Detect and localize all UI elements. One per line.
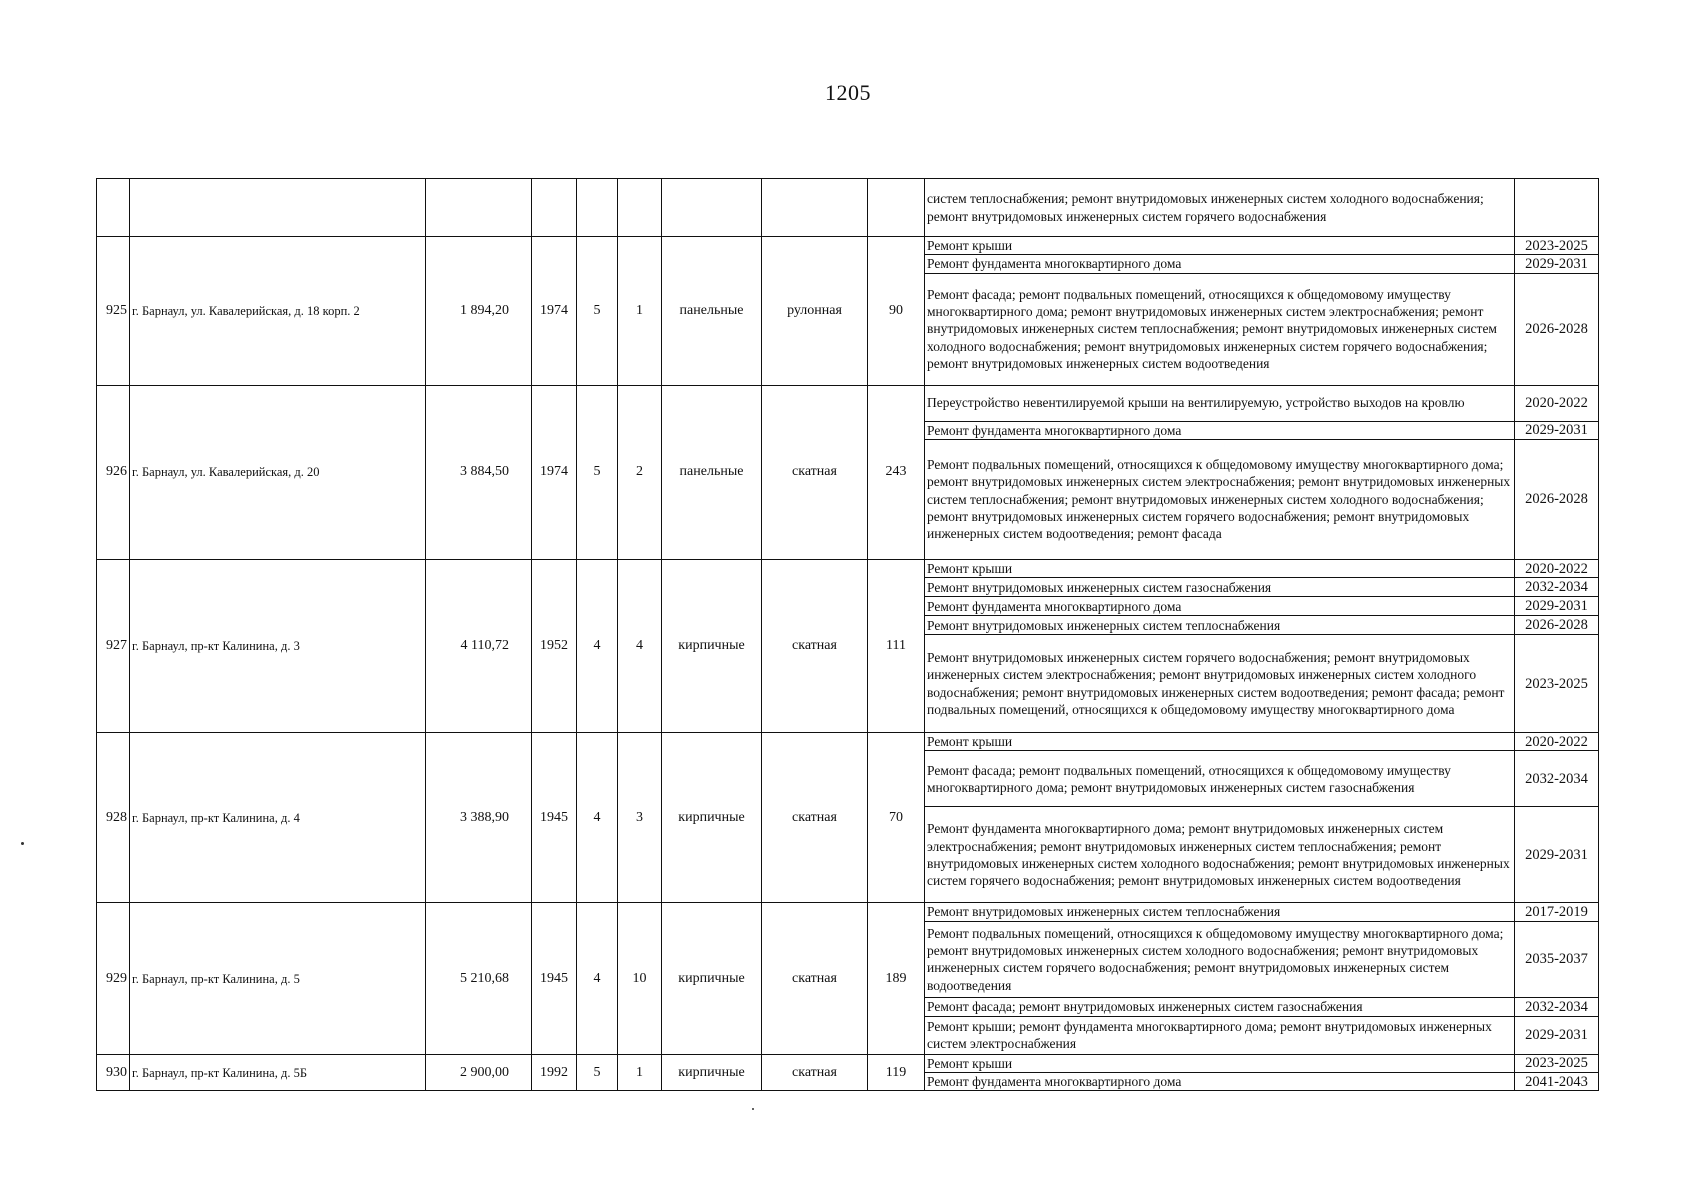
repair-period-cell: 2023-2025 [1515, 635, 1599, 733]
repair-period-cell: 2017-2019 [1515, 903, 1599, 921]
entrances-cell [618, 179, 662, 237]
row-number-cell: 930 [97, 1054, 130, 1091]
wall-material-cell: панельные [662, 237, 762, 386]
floors-cell: 5 [577, 1054, 618, 1091]
wall-material-cell: панельные [662, 385, 762, 559]
repair-period-cell: 2029-2031 [1515, 1016, 1599, 1054]
repair-work-cell: Ремонт фундамента многоквартирного дома [925, 597, 1515, 616]
residents-cell: 111 [868, 559, 925, 732]
residents-cell: 70 [868, 733, 925, 903]
residents-cell: 243 [868, 385, 925, 559]
repair-work-cell: Ремонт внутридомовых инженерных систем теплоснабжения [925, 903, 1515, 921]
row-number-cell: 929 [97, 903, 130, 1054]
year-cell: 1974 [532, 237, 577, 386]
repair-period-cell: 2029-2031 [1515, 807, 1599, 903]
address-cell: г. Барнаул, ул. Кавалерийская, д. 20 [130, 385, 426, 559]
wall-material-cell: кирпичные [662, 559, 762, 732]
row-number-cell: 926 [97, 385, 130, 559]
scan-speck [21, 842, 24, 845]
roof-type-cell: скатная [762, 903, 868, 1054]
floors-cell: 4 [577, 903, 618, 1054]
repair-work-cell: Ремонт крыши [925, 237, 1515, 255]
repair-period-cell: 2026-2028 [1515, 616, 1599, 635]
repair-period-cell: 2026-2028 [1515, 273, 1599, 385]
repair-period-cell: 2029-2031 [1515, 255, 1599, 273]
floors-cell: 4 [577, 733, 618, 903]
entrances-cell: 2 [618, 385, 662, 559]
roof-type-cell: рулонная [762, 237, 868, 386]
repair-work-cell: Ремонт фундамента многоквартирного дома; ремонт внутридомовых инженерных систем электроснабжения; ремонт внутридомовых инженерных систем теплоснабжения; ремонт внутридомовых инженерных систем холодного водоснабжения; ремонт внутридомовых инженерных систем горячего водоснабжения; ремонт внутридомовых инженерных систем водоотведения [925, 807, 1515, 903]
address-cell: г. Барнаул, пр-кт Калинина, д. 5 [130, 903, 426, 1054]
area-cell: 2 900,00 [426, 1054, 532, 1091]
table-row [97, 1054, 1599, 1072]
repair-work-cell: Ремонт фасада; ремонт внутридомовых инженерных систем газоснабжения [925, 997, 1515, 1016]
repair-work-cell: Ремонт крыши [925, 1054, 1515, 1072]
wall-material-cell: кирпичные [662, 903, 762, 1054]
wall-material-cell: кирпичные [662, 733, 762, 903]
repair-period-cell: 2020-2022 [1515, 385, 1599, 421]
entrances-cell: 4 [618, 559, 662, 732]
repair-work-cell: Ремонт крыши; ремонт фундамента многоквартирного дома; ремонт внутридомовых инженерных систем электроснабжения [925, 1016, 1515, 1054]
repair-work-cell: Ремонт внутридомовых инженерных систем теплоснабжения [925, 616, 1515, 635]
area-cell: 4 110,72 [426, 559, 532, 732]
table-row [97, 559, 1599, 577]
repair-work-cell: Ремонт внутридомовых инженерных систем горячего водоснабжения; ремонт внутридомовых инженерных систем электроснабжения; ремонт внутридомовых инженерных систем холодного водоснабжения; ремонт внутридомовых инженерных систем водоотведения; ремонт фасада; ремонт подвальных помещений, относящихся к общедомовому имуществу многоквартирного дома [925, 635, 1515, 733]
housing-repair-table [96, 178, 1599, 1091]
repair-work-cell: Ремонт подвальных помещений, относящихся к общедомовому имуществу многоквартирного дома; ремонт внутридомовых инженерных систем электроснабжения; ремонт внутридомовых инженерных систем теплоснабжения; ремонт внутридомовых инженерных систем холодного водоснабжения; ремонт внутридомовых инженерных систем горячего водоснабжения; ремонт внутридомовых инженерных систем водоотведения; ремонт фасада [925, 439, 1515, 559]
floors-cell: 5 [577, 237, 618, 386]
row-number-cell: 928 [97, 733, 130, 903]
year-cell: 1974 [532, 385, 577, 559]
repair-period-cell: 2020-2022 [1515, 559, 1599, 577]
address-cell [130, 179, 426, 237]
residents-cell: 119 [868, 1054, 925, 1091]
area-cell: 3 884,50 [426, 385, 532, 559]
roof-type-cell [762, 179, 868, 237]
repair-work-cell: Ремонт фасада; ремонт подвальных помещений, относящихся к общедомовому имуществу многоквартирного дома; ремонт внутридомовых инженерных систем газоснабжения [925, 751, 1515, 807]
area-cell: 3 388,90 [426, 733, 532, 903]
roof-type-cell: скатная [762, 1054, 868, 1091]
year-cell: 1945 [532, 733, 577, 903]
repair-period-cell: 2032-2034 [1515, 997, 1599, 1016]
table-row [97, 733, 1599, 751]
repair-period-cell: 2020-2022 [1515, 733, 1599, 751]
repair-work-cell: Ремонт крыши [925, 559, 1515, 577]
repair-work-cell: Ремонт фундамента многоквартирного дома [925, 1073, 1515, 1091]
repair-work-cell: Ремонт фундамента многоквартирного дома [925, 421, 1515, 439]
area-cell: 1 894,20 [426, 237, 532, 386]
floors-cell [577, 179, 618, 237]
table-row [97, 385, 1599, 421]
repair-period-cell: 2032-2034 [1515, 751, 1599, 807]
row-number-cell [97, 179, 130, 237]
repair-period-cell: 2026-2028 [1515, 439, 1599, 559]
residents-cell [868, 179, 925, 237]
repair-work-cell: Ремонт фундамента многоквартирного дома [925, 255, 1515, 273]
year-cell [532, 179, 577, 237]
wall-material-cell [662, 179, 762, 237]
repair-period-cell: 2023-2025 [1515, 1054, 1599, 1072]
address-cell: г. Барнаул, пр-кт Калинина, д. 4 [130, 733, 426, 903]
table-row [97, 179, 1599, 237]
repair-period-cell: 2023-2025 [1515, 237, 1599, 255]
scan-speck [752, 1108, 754, 1110]
repair-period-cell: 2041-2043 [1515, 1073, 1599, 1091]
entrances-cell: 10 [618, 903, 662, 1054]
repair-work-cell: систем теплоснабжения; ремонт внутридомовых инженерных систем холодного водоснабжения; ремонт внутридомовых инженерных систем горячего водоснабжения [925, 179, 1515, 237]
residents-cell: 90 [868, 237, 925, 386]
repair-period-cell: 2029-2031 [1515, 421, 1599, 439]
repair-period-cell: 2032-2034 [1515, 578, 1599, 597]
area-cell [426, 179, 532, 237]
year-cell: 1945 [532, 903, 577, 1054]
year-cell: 1952 [532, 559, 577, 732]
entrances-cell: 1 [618, 237, 662, 386]
page-number: 1205 [825, 80, 871, 105]
repair-period-cell: 2035-2037 [1515, 921, 1599, 997]
roof-type-cell: скатная [762, 733, 868, 903]
table-row [97, 237, 1599, 255]
address-cell: г. Барнаул, пр-кт Калинина, д. 3 [130, 559, 426, 732]
table-row [97, 903, 1599, 921]
address-cell: г. Барнаул, ул. Кавалерийская, д. 18 корп. 2 [130, 237, 426, 386]
floors-cell: 5 [577, 385, 618, 559]
residents-cell: 189 [868, 903, 925, 1054]
year-cell: 1992 [532, 1054, 577, 1091]
entrances-cell: 1 [618, 1054, 662, 1091]
area-cell: 5 210,68 [426, 903, 532, 1054]
repair-period-cell: 2029-2031 [1515, 597, 1599, 616]
entrances-cell: 3 [618, 733, 662, 903]
roof-type-cell: скатная [762, 559, 868, 732]
repair-period-cell [1515, 179, 1599, 237]
row-number-cell: 927 [97, 559, 130, 732]
repair-work-cell: Ремонт внутридомовых инженерных систем газоснабжения [925, 578, 1515, 597]
repair-work-cell: Ремонт фасада; ремонт подвальных помещений, относящихся к общедомовому имуществу многоквартирного дома; ремонт внутридомовых инженерных систем электроснабжения; ремонт внутридомовых инженерных систем теплоснабжения; ремонт внутридомовых инженерных систем холодного водоснабжения; ремонт внутридомовых инженерных систем горячего водоснабжения; ремонт внутридомовых инженерных систем водоотведения [925, 273, 1515, 385]
roof-type-cell: скатная [762, 385, 868, 559]
wall-material-cell: кирпичные [662, 1054, 762, 1091]
repair-work-cell: Переустройство невентилируемой крыши на вентилируемую, устройство выходов на кровлю [925, 385, 1515, 421]
floors-cell: 4 [577, 559, 618, 732]
repair-work-cell: Ремонт подвальных помещений, относящихся к общедомовому имуществу многоквартирного дома; ремонт внутридомовых инженерных систем холодного водоснабжения; ремонт внутридомовых инженерных систем горячего водоснабжения; ремонт внутридомовых инженерных систем водоотведения [925, 921, 1515, 997]
row-number-cell: 925 [97, 237, 130, 386]
address-cell: г. Барнаул, пр-кт Калинина, д. 5Б [130, 1054, 426, 1091]
repair-work-cell: Ремонт крыши [925, 733, 1515, 751]
